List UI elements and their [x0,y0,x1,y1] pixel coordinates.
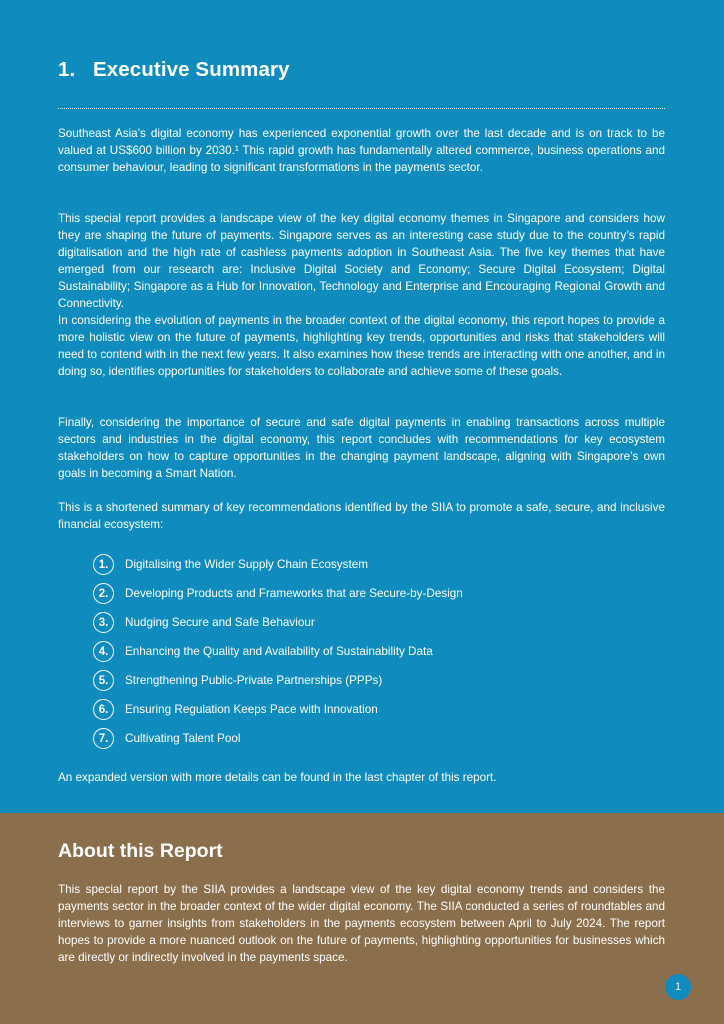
list-item-label: Digitalising the Wider Supply Chain Ecosystem [125,558,368,571]
closing-note: An expanded version with more details can be found in the last chapter of this report. [58,771,497,784]
list-item [93,550,463,579]
section-title: Executive Summary [93,58,290,81]
dotted-divider [58,108,665,109]
number-badge: 7. [93,728,114,749]
list-item [93,608,463,637]
paragraph-intro: Southeast Asia’s digital economy has experienced exponential growth over the last decade and is on track to be valued at US$600 billion by 2030.¹ This rapid growth has fundamentally altered commerce, business operations and consumer behaviour, leading to significant transformations in the payments sector. [58,127,665,174]
page-number-badge: 1 [665,974,691,1000]
list-item [93,695,463,724]
section-number: 1. [58,58,76,81]
section-heading [58,58,290,82]
number-badge: 6. [93,699,114,720]
list-item-label: Cultivating Talent Pool [125,732,241,745]
list-item [93,637,463,666]
list-item [93,579,463,608]
number-badge: 4. [93,641,114,662]
recommendations-list [93,550,463,753]
about-title: About this Report [58,840,223,862]
number-badge: 3. [93,612,114,633]
number-badge: 1. [93,554,114,575]
list-item-label: Nudging Secure and Safe Behaviour [125,616,315,629]
number-badge: 2. [93,583,114,604]
list-item-label: Developing Products and Frameworks that are Secure-by-Design [125,587,463,600]
paragraph-evolution: In considering the evolution of payments in the broader context of the digital economy, this report hopes to provide a more holistic view on the future of payments, highlighting key trends, opportunities and risks that stakeholders will need to contend with in the next few years. It also examines how these trends are interacting with one another, and in doing so, identifies opportunities for stakeholders to collaborate and achieve some of these goals. [58,314,665,378]
number-badge: 5. [93,670,114,691]
list-item-label: Strengthening Public-Private Partnerships (PPPs) [125,674,383,687]
paragraph-themes: This special report provides a landscape view of the key digital economy themes in Singapore and considers how they are shaping the future of payments. Singapore serves as an interesting case study due to the country’s rapid digitalisation and the high rate of cashless payments adoption in Southeast Asia. The five key themes that have emerged from our research are: Inclusive Digital Society and Economy; Secure Digital Ecosystem; Digital Sustainability; Singapore as a Hub for Innovation, Technology and Enterprise and Encouraging Regional Growth and Connectivity. [58,212,665,310]
about-paragraph: This special report by the SIIA provides a landscape view of the key digital economy trends and considers the payments sector in the broader context of the wider digital economy. The SIIA conducted a series of roundtables and interviews to garner insights from stakeholders in the payments ecosystem between April to July 2024. The report hopes to provide a more nuanced outlook on the future of payments, highlighting opportunities for businesses which are directly or indirectly involved in the payments space. [58,883,665,964]
paragraph-finally: Finally, considering the importance of secure and safe digital payments in enabling transactions across multiple sectors and industries in the digital economy, this report concludes with recommendations for key ecosystem stakeholders on how to capture opportunities in the changing payment landscape, aligning with Singapore’s own goals in becoming a Smart Nation. [58,416,665,480]
list-item-label: Ensuring Regulation Keeps Pace with Innovation [125,703,378,716]
list-item [93,666,463,695]
list-item [93,724,463,753]
list-item-label: Enhancing the Quality and Availability of Sustainability Data [125,645,433,658]
paragraph-summary-intro: This is a shortened summary of key recommendations identified by the SIIA to promote a safe, secure, and inclusive financial ecosystem: [58,501,665,531]
